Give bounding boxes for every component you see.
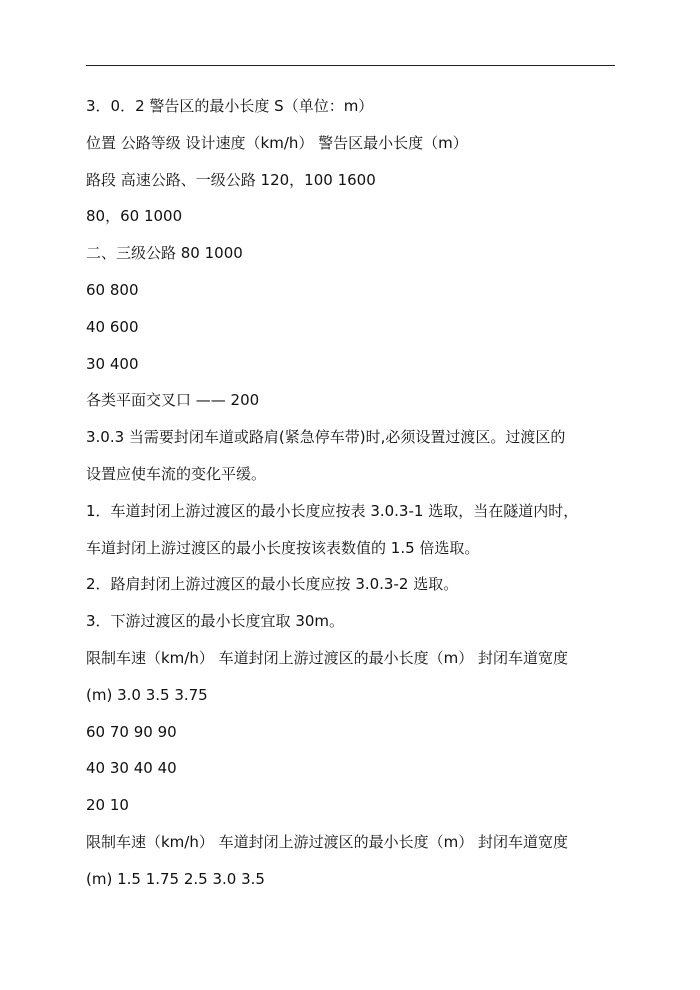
table-row: 20 10: [86, 796, 129, 815]
section-heading-3-0-2: 3．0．2 警告区的最小长度 S（单位：m）: [86, 97, 374, 115]
paragraph-line: 设置应使车流的变化平缓。: [86, 464, 267, 483]
table-row: 各类平面交叉口 —— 200: [86, 391, 260, 410]
paragraph-line: 3.0.3 当需要封闭车道或路肩(紧急停车带)时,必须设置过渡区。过渡区的: [86, 428, 566, 447]
header-rule: [86, 65, 615, 66]
list-item: 3．下游过渡区的最小长度宜取 30m。: [86, 612, 345, 631]
table-header-row: 限制车速（km/h） 车道封闭上游过渡区的最小长度（m） 封闭车道宽度: [86, 648, 569, 667]
table-header-row: 位置 公路等级 设计速度（km/h） 警告区最小长度（m）: [86, 133, 468, 152]
table-header-row: (m) 3.0 3.5 3.75: [86, 685, 208, 704]
table-header-row: (m) 1.5 1.75 2.5 3.0 3.5: [86, 869, 265, 888]
list-item: 1．车道封闭上游过渡区的最小长度应按表 3.0.3-1 选取，当在隧道内时，: [86, 501, 579, 520]
list-item: 2．路肩封闭上游过渡区的最小长度应按 3.0.3-2 选取。: [86, 575, 459, 594]
table-row: 30 400: [86, 354, 139, 373]
list-item-continuation: 车道封闭上游过渡区的最小长度按该表数值的 1.5 倍选取。: [86, 538, 480, 557]
table-row: 二、三级公路 80 1000: [86, 244, 243, 263]
table-row: 40 600: [86, 317, 139, 336]
table-row: 80，60 1000: [86, 207, 183, 226]
document-body: [86, 88, 626, 898]
table-row: 60 70 90 90: [86, 722, 177, 741]
table-row: 路段 高速公路、一级公路 120，100 1600: [86, 170, 376, 189]
table-row: 60 800: [86, 280, 139, 299]
table-row: 40 30 40 40: [86, 759, 177, 778]
table-header-row: 限制车速（km/h） 车道封闭上游过渡区的最小长度（m） 封闭车道宽度: [86, 832, 569, 851]
